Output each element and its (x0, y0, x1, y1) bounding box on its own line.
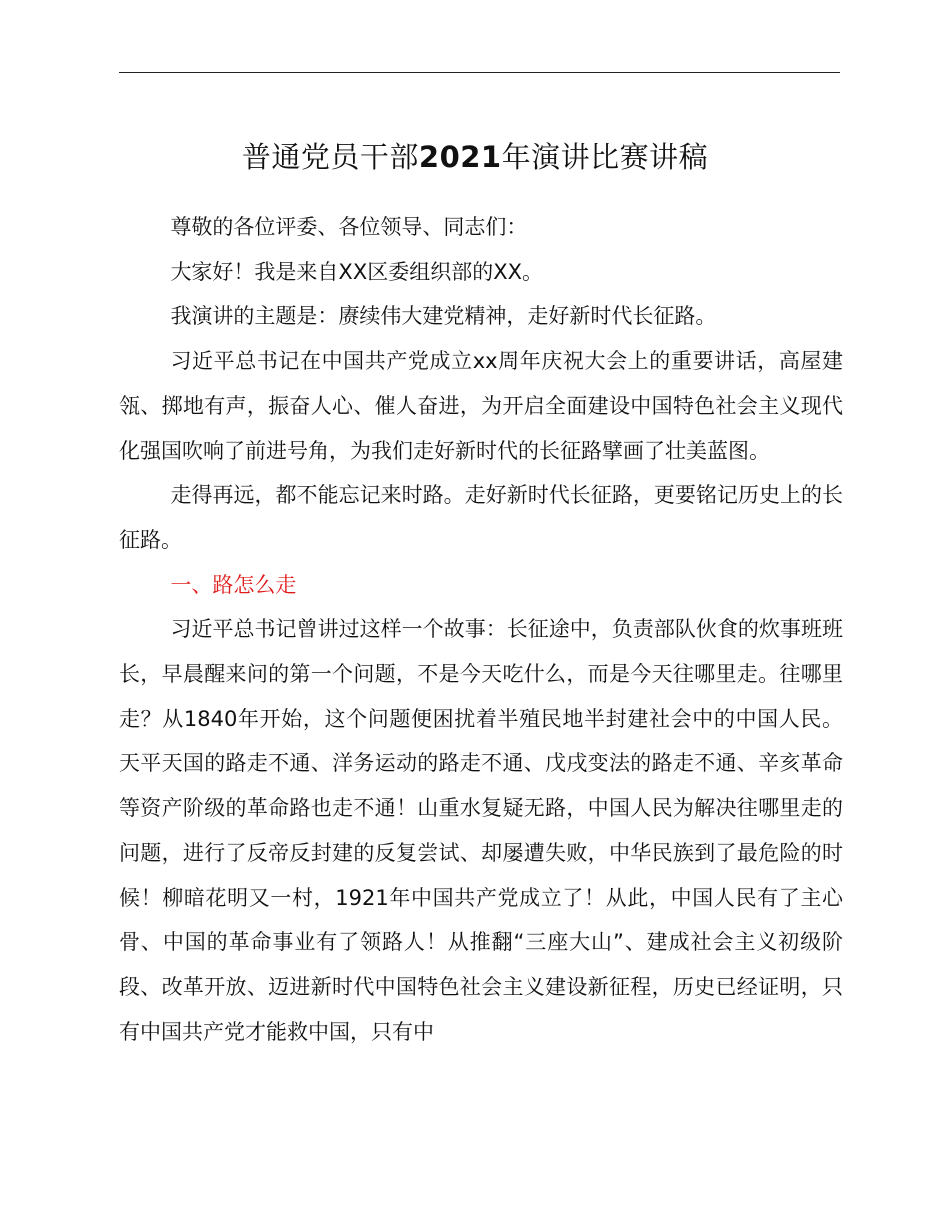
header-rule (119, 72, 840, 73)
greeting-paragraph: 大家好！我是来自XX区委组织部的XX。 (170, 259, 543, 284)
title-prefix: 普通党员干部 (241, 140, 419, 174)
theme-paragraph: 我演讲的主题是：赓续伟大建党精神，走好新时代长征路。 (170, 304, 717, 329)
section-heading: 一、路怎么走 (170, 572, 297, 597)
document-title (0, 132, 950, 182)
section-paragraph: 习近平总书记曾讲过这样一个故事：长征途中，负责部队伙食的炊事班班长，早晨醒来问的第一个问题，不是今天吃什么，而是今天往哪里走。往哪里走？从1840年开始，这个问题便困扰着半殖民地半封建社会中的中国人民。天平天国的路走不通、洋务运动的路走不通、戊戌变法的路走不通、辛亥革命等资产阶级的革命路也走不通！山重水复疑无路，中国人民为解决往哪里走的问题，进行了反帝反封建的反复尝试、却屡遭失败，中华民族到了最危险的时候！柳暗花明又一村，1921年中国共产党成立了！从此，中国人民有了主心骨、中国的革命事业有了领路人！从推翻“三座大山”、建成社会主义初级阶段、改革开放、迈进新时代中国特色社会主义建设新征程，历史已经证明，只有中国共产党才能救中国，只有中 (119, 617, 843, 1044)
body-paragraph: 习近平总书记在中国共产党成立xx周年庆祝大会上的重要讲话，高屋建瓴、掷地有声，振奋人心、催人奋进，为开启全面建设中国特色社会主义现代化强国吹响了前进号角，为我们走好新时代的长征路擘画了壮美蓝图。 (119, 349, 843, 463)
salutation-paragraph: 尊敬的各位评委、各位领导、同志们： (170, 215, 528, 239)
title-year: 2021 (418, 140, 502, 174)
document-body (119, 205, 843, 1054)
body-paragraph: 走得再远，都不能忘记来时路。走好新时代长征路，更要铭记历史上的长征路。 (119, 483, 843, 552)
title-suffix: 年演讲比赛讲稿 (501, 140, 709, 174)
